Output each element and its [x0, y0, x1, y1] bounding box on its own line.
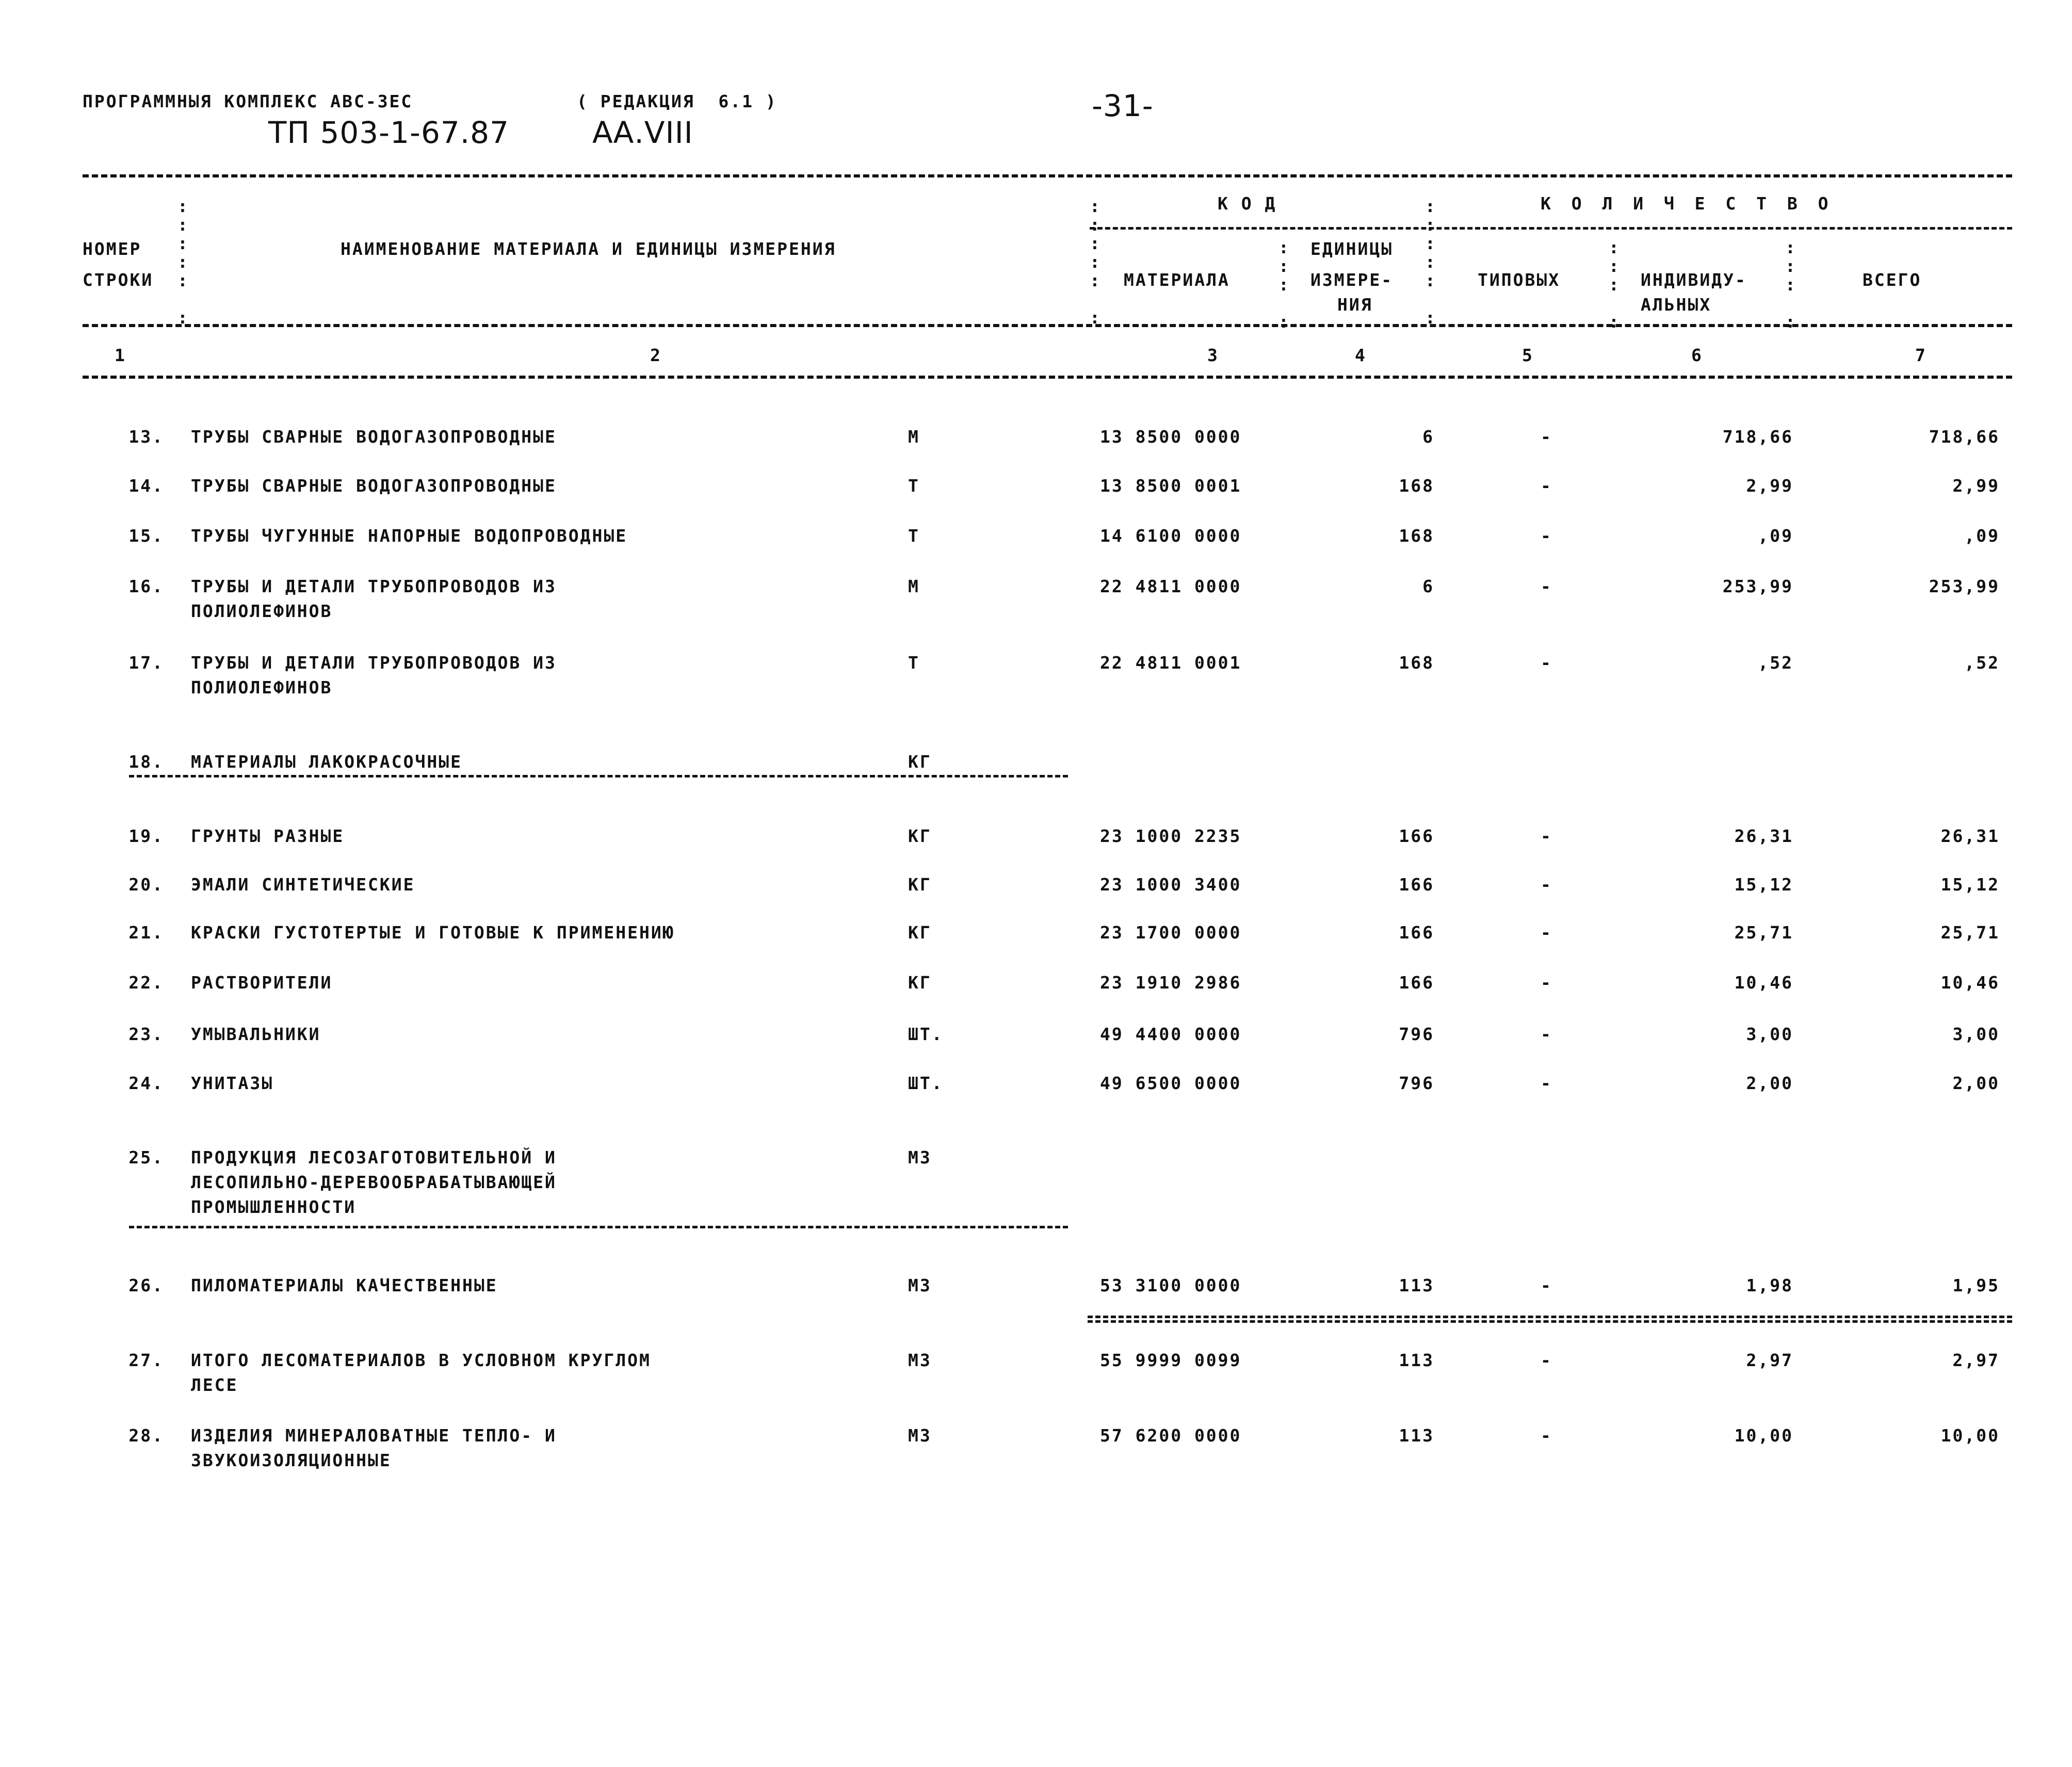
quantity-group-header: К О Л И Ч Е С Т В О [1541, 193, 1834, 214]
qty-total-header: ВСЕГО [1863, 270, 1922, 290]
row-number: 25. [128, 1147, 164, 1168]
material-name: ТРУБЫ СВАРНЫЕ ВОДОГАЗОПРОВОДНЫЕ [191, 476, 557, 496]
cell-unit: КГ [908, 752, 932, 772]
cell-unit-code: 113 [1399, 1350, 1434, 1370]
cell-unit: М [908, 427, 920, 447]
cell-total: 718,66 [1929, 427, 2000, 447]
cell-total: 10,00 [1940, 1425, 2000, 1446]
cell-unit-code: 166 [1399, 972, 1434, 993]
page-number: -31- [1092, 88, 1154, 123]
col-separator: : : : : [1278, 237, 1290, 332]
cell-individual: 10,00 [1734, 1425, 1793, 1446]
material-name: ПОЛИОЛЕФИНОВ [191, 601, 333, 621]
cell-typical: - [1541, 476, 1552, 496]
row-number: 24. [128, 1073, 164, 1093]
cell-total: 2,99 [1952, 476, 2000, 496]
col-number-7: 7 [1915, 345, 1927, 365]
col-separator: : : : : [1785, 237, 1797, 332]
cell-total: 1,95 [1952, 1275, 2000, 1295]
cell-typical: - [1541, 1425, 1552, 1446]
cell-unit-code: 168 [1399, 526, 1434, 546]
table-top-rule [83, 174, 2012, 177]
cell-unit: Т [908, 526, 920, 546]
cell-total: ,52 [1964, 653, 2000, 673]
cell-unit: ШТ. [908, 1073, 944, 1093]
name-header: НАИМЕНОВАНИЕ МАТЕРИАЛА И ЕДИНИЦЫ ИЗМЕРЕНИЯ [341, 239, 836, 259]
row-number: 13. [128, 427, 164, 447]
cell-typical: - [1541, 972, 1552, 993]
cell-code: 55 9999 0099 [1100, 1350, 1242, 1370]
cell-code: 14 6100 0000 [1100, 526, 1242, 546]
material-name: ИТОГО ЛЕСОМАТЕРИАЛОВ В УСЛОВНОМ КРУГЛОМ [191, 1350, 651, 1370]
cell-unit: КГ [908, 922, 932, 943]
cell-total: 3,00 [1952, 1024, 2000, 1044]
row-number: 21. [128, 922, 164, 943]
cell-individual: 26,31 [1734, 826, 1793, 846]
code-group-header: К О Д [1218, 193, 1277, 214]
material-name: ЛЕСЕ [191, 1375, 238, 1395]
row-number: 19. [128, 826, 164, 846]
cell-typical: - [1541, 1350, 1552, 1370]
cell-typical: - [1541, 1073, 1552, 1093]
cell-unit: М3 [908, 1275, 932, 1295]
row-number: 23. [128, 1024, 164, 1044]
material-name: ТРУБЫ ЧУГУННЫЕ НАПОРНЫЕ ВОДОПРОВОДНЫЕ [191, 526, 628, 546]
col-separator: : : : : : : [1425, 196, 1437, 328]
cell-individual: 2,00 [1746, 1073, 1793, 1093]
total-double-rule [1088, 1316, 2012, 1323]
edition: ( РЕДАКЦИЯ 6.1 ) [577, 91, 778, 111]
cell-unit-code: 796 [1399, 1024, 1434, 1044]
material-name: УМЫВАЛЬНИКИ [191, 1024, 321, 1044]
head-bottom-rule [83, 324, 2012, 327]
cell-typical: - [1541, 826, 1552, 846]
cell-unit: М3 [908, 1425, 932, 1446]
cell-unit-code: 166 [1399, 826, 1434, 846]
qty-individual-header: ИНДИВИДУ- [1641, 270, 1747, 290]
cell-individual: 25,71 [1734, 922, 1793, 943]
cell-unit-code: 6 [1422, 427, 1434, 447]
cell-code: 57 6200 0000 [1100, 1425, 1242, 1446]
cell-code: 23 1700 0000 [1100, 922, 1242, 943]
code-unit-header-3: НИЯ [1337, 295, 1373, 315]
album-code: АА.VIII [592, 115, 693, 150]
cell-typical: - [1541, 526, 1552, 546]
project-code: ТП 503-1-67.87 [268, 115, 509, 150]
cell-unit: М3 [908, 1350, 932, 1370]
col-number-4: 4 [1355, 345, 1367, 365]
cell-unit: КГ [908, 972, 932, 993]
cell-individual: 2,99 [1746, 476, 1793, 496]
cell-unit: Т [908, 653, 920, 673]
col-separator: : : : : [1609, 237, 1621, 332]
cell-code: 22 4811 0000 [1100, 576, 1242, 596]
cell-individual: 1,98 [1746, 1275, 1793, 1295]
cell-typical: - [1541, 1024, 1552, 1044]
cell-unit-code: 6 [1422, 576, 1434, 596]
col-number-5: 5 [1522, 345, 1534, 365]
material-name: ПИЛОМАТЕРИАЛЫ КАЧЕСТВЕННЫЕ [191, 1275, 498, 1295]
group-rule-18 [129, 775, 1068, 777]
cell-individual: 253,99 [1722, 576, 1793, 596]
material-name: РАСТВОРИТЕЛИ [191, 972, 333, 993]
cell-code: 23 1910 2986 [1100, 972, 1242, 993]
material-name: ЭМАЛИ СИНТЕТИЧЕСКИЕ [191, 874, 415, 895]
material-name: ТРУБЫ И ДЕТАЛИ ТРУБОПРОВОДОВ ИЗ [191, 576, 557, 596]
cell-code: 13 8500 0001 [1100, 476, 1242, 496]
cell-code: 49 6500 0000 [1100, 1073, 1242, 1093]
cell-typical: - [1541, 576, 1552, 596]
qty-typical-header: ТИПОВЫХ [1478, 270, 1561, 290]
row-number: 15. [128, 526, 164, 546]
row-number: 20. [128, 874, 164, 895]
cell-unit-code: 113 [1399, 1275, 1434, 1295]
cell-typical: - [1541, 427, 1552, 447]
cell-code: 53 3100 0000 [1100, 1275, 1242, 1295]
col-number-6: 6 [1691, 345, 1703, 365]
cell-unit-code: 166 [1399, 922, 1434, 943]
row-number: 18. [128, 752, 164, 772]
cell-unit: ШТ. [908, 1024, 944, 1044]
material-name: ЛЕСОПИЛЬНО-ДЕРЕВООБРАБАТЫВАЮЩЕЙ [191, 1172, 557, 1192]
col-number-2: 2 [650, 345, 662, 365]
cell-unit: КГ [908, 874, 932, 895]
material-name: ТРУБЫ И ДЕТАЛИ ТРУБОПРОВОДОВ ИЗ [191, 653, 557, 673]
program-name: ПРОГРАММНЫЯ КОМПЛЕКС АВС-ЗЕС [83, 91, 413, 111]
cell-individual: ,52 [1758, 653, 1793, 673]
cell-total: 26,31 [1940, 826, 2000, 846]
material-name: КРАСКИ ГУСТОТЕРТЫЕ И ГОТОВЫЕ К ПРИМЕНЕНИЮ [191, 922, 675, 943]
material-name: ПРОМЫШЛЕННОСТИ [191, 1197, 357, 1217]
cell-unit-code: 168 [1399, 653, 1434, 673]
row-number: 28. [128, 1425, 164, 1446]
cell-total: 2,97 [1952, 1350, 2000, 1370]
cell-code: 49 4400 0000 [1100, 1024, 1242, 1044]
material-name: ЗВУКОИЗОЛЯЦИОННЫЕ [191, 1450, 392, 1470]
row-number: 16. [128, 576, 164, 596]
row-number: 17. [128, 653, 164, 673]
group-rule-25 [129, 1226, 1068, 1228]
cell-individual: 3,00 [1746, 1024, 1793, 1044]
cell-typical: - [1541, 1275, 1552, 1295]
code-group-rule [1090, 227, 2012, 230]
material-name: ПОЛИОЛЕФИНОВ [191, 677, 333, 698]
code-material-header: МАТЕРИАЛА [1124, 270, 1230, 290]
cell-unit-code: 796 [1399, 1073, 1434, 1093]
cell-total: ,09 [1964, 526, 2000, 546]
material-name: ГРУНТЫ РАЗНЫЕ [191, 826, 345, 846]
cell-unit-code: 166 [1399, 874, 1434, 895]
code-unit-header-2: ИЗМЕРЕ- [1310, 270, 1394, 290]
cell-unit: М [908, 576, 920, 596]
cell-unit-code: 168 [1399, 476, 1434, 496]
material-name: ИЗДЕЛИЯ МИНЕРАЛОВАТНЫЕ ТЕПЛО- И [191, 1425, 557, 1446]
cell-typical: - [1541, 874, 1552, 895]
cell-individual: 2,97 [1746, 1350, 1793, 1370]
row-number: 22. [128, 972, 164, 993]
cell-code: 23 1000 2235 [1100, 826, 1242, 846]
material-name: ПРОДУКЦИЯ ЛЕСОЗАГОТОВИТЕЛЬНОЙ И [191, 1147, 557, 1168]
cell-individual: 15,12 [1734, 874, 1793, 895]
cell-total: 2,00 [1952, 1073, 2000, 1093]
row-number: 26. [128, 1275, 164, 1295]
colnum-bottom-rule [83, 376, 2012, 379]
material-name: УНИТАЗЫ [191, 1073, 274, 1093]
cell-code: 22 4811 0001 [1100, 653, 1242, 673]
cell-total: 15,12 [1940, 874, 2000, 895]
row-number-header: НОМЕР [83, 239, 142, 259]
code-unit-header: ЕДИНИЦЫ [1310, 239, 1394, 259]
cell-total: 10,46 [1940, 972, 2000, 993]
cell-total: 253,99 [1929, 576, 2000, 596]
cell-typical: - [1541, 922, 1552, 943]
col-separator: : : : : : : [177, 196, 189, 328]
col-number-1: 1 [115, 345, 126, 365]
cell-code: 13 8500 0000 [1100, 427, 1242, 447]
cell-code: 23 1000 3400 [1100, 874, 1242, 895]
col-number-3: 3 [1207, 345, 1219, 365]
cell-individual: 718,66 [1722, 427, 1793, 447]
cell-unit-code: 113 [1399, 1425, 1434, 1446]
cell-total: 25,71 [1940, 922, 2000, 943]
qty-individual-header-2: АЛЬНЫХ [1641, 295, 1712, 315]
cell-unit: Т [908, 476, 920, 496]
cell-individual: 10,46 [1734, 972, 1793, 993]
cell-individual: ,09 [1758, 526, 1793, 546]
material-name: ТРУБЫ СВАРНЫЕ ВОДОГАЗОПРОВОДНЫЕ [191, 427, 557, 447]
row-number: 27. [128, 1350, 164, 1370]
col-separator: : : : : : : [1090, 196, 1102, 328]
material-name: МАТЕРИАЛЫ ЛАКОКРАСОЧНЫЕ [191, 752, 462, 772]
cell-typical: - [1541, 653, 1552, 673]
cell-unit: КГ [908, 826, 932, 846]
row-number: 14. [128, 476, 164, 496]
row-number-header-2: СТРОКИ [83, 270, 154, 290]
cell-unit: М3 [908, 1147, 932, 1168]
